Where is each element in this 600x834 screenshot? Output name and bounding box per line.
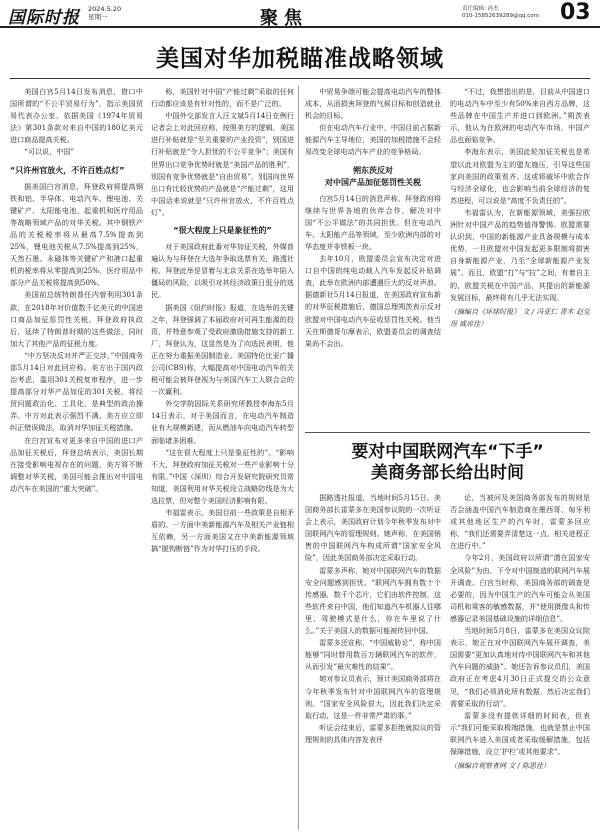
article-column-2	[151, 86, 294, 830]
paragraph: 外交学院国际关系研究所教授李海东5月14日表示，对于美国而言，在电动汽车制造业有大规模新建，而从燃油车向电动汽车转型面临诸多困难。	[151, 399, 294, 445]
subheading: 朔东茨反对 对中国产品加征惩罚性关税	[325, 165, 421, 187]
paragraph: 当地时间5月8日，雷蒙多在美国众议院表示，她正在对中国联网汽车展开调查，美国需要“更加认真地对待中国联网汽车和其他汽车问题的威胁”。她还告诉参议员们，美国政府正在考虑4月30日正式提交的公众意见，“我们必须消化所有数据，然后决定我们需要采取的行动”。	[450, 626, 590, 708]
second-title-line: 美商务部长给出时间	[371, 463, 524, 483]
editor-info	[462, 6, 554, 20]
headline-divider	[10, 78, 590, 79]
main-headline: 美国对华加税瞄准战略领域	[156, 46, 444, 72]
source-credit: （摘编自观察者网 文 / 陈思佳）	[450, 762, 551, 771]
paragraph: 论，当被问及美国商务部发布的规则是否会涵盖中国汽车制造商在墨西哥、匈牙利或其他地区生产的汽车时，雷蒙多回应称，“我们还需要弄清楚这一点，相关进程正在进行中。”	[450, 493, 590, 551]
issue-meta	[88, 5, 121, 21]
issue-date: 2024.5.20	[88, 5, 122, 13]
paragraph: 在白宫宣布对更多来自中国的进口产品加征关税后，拜登总统表示，美国长期在接受影响电视存在的问题，美方将不断调整对华关税，美国可能会推出对中国电动汽车在美国的“重大突破”。	[10, 435, 143, 493]
paragraph: 李海东表示，美国此轮加征关税也是希望以此对欧盟为主的盟友施压，引导这些国家向美国的政策看齐。这或将破坏中欧合作与经济全球化，也会影响当前全球经济的复苏进程，可以说是“高度不负责任的”。	[450, 147, 590, 205]
paragraph: “这在很大程度上只是象征性的”。“影响不大，拜登政府加征关税对一些产业影响十分有限。”中国（深圳）综合开发研究院研究员常知道，美国利用对华关税设立战略防线是为大选拉票，但对整个美国经济影响有限。	[151, 447, 294, 505]
newspaper-logo: 国际时报	[8, 8, 80, 28]
paragraph: 据美国《纽约时报》报道，在选举的关键之年，拜登强调了本届政府对可再生能源的投资，并特意参观了受政府激励措施支持的新工厂，拜登认为，这显然是为了向选民表明，他正在努力重振美国制造业。美国特伦比亚广播公司(CBS)称，大幅提高对中国电动汽车的关税可能会被拜登视为与美国汽车工人联合会的一次赢利。	[151, 302, 294, 397]
second-title-line: 要对中国联网汽车“下手”	[351, 442, 544, 462]
paragraph: 今年2月，美国政府以所谓“潜在国家安全风险”为由，下令对中国制造的联网汽车展开调查。白宫当时称，美国商务部的调查是必要的，因为中国生产的汽车可能会从美国司机和乘客的敏感数据，并“使用摄像头和传感器记录美国基础设施的详细信息”。	[450, 553, 590, 623]
section-title: 聚焦	[260, 8, 308, 29]
paragraph: “中方坚决反对并严正交涉，”中国商务部5月14日对此回应称。美方出于国内政治考虑，滥用301关税复审程序，进一步提高部分对华产品加征的301关税，将经贸问题政治化、工具化，是典型的政治操弄。中方对此表示强烈不满。美方应立即纠正错误做法，取消对华加征关税措施。	[10, 350, 143, 433]
paragraph: 美国白宫5月14日发布消息，借口中国所谓的“不公平贸易行为”，指示美国贸易代表办公室，依据美国《1974年贸易法》第301条款对来自中国的180亿美元进口商品提高关税。	[10, 87, 143, 145]
article-column-3	[305, 86, 441, 426]
second-article-column-2	[450, 492, 590, 830]
paragraph: 据路透社报道，当地时间5月15日，美国商务部长雷蒙多在美国参议院的一次听证会上表示，美国政府计划今年秋季发布对中国联网汽车的管理规则。她声称，在美国销售的中国联网汽车构成所谓“国家安全风险”，因此美国商务部决定采取行动。	[305, 493, 441, 563]
paragraph: 白宫5月14日的消息声称，拜登政府将继续与世界各地的伙伴合作，解决对中国“不公平做法”的共同担忧。但在电动汽车、太阳能产品等领域，至少欧洲内部的对华态度并非铁板一块。	[305, 193, 441, 251]
second-article-title	[305, 442, 590, 484]
paragraph: 但在电动汽车行业中，中国目前占据新能源汽车主导地位，美国的加税措施不会轻易改变全球电动汽车产业的竞争格局。	[305, 123, 441, 157]
column-divider	[298, 86, 299, 830]
paragraph: 据美国白宫消息，拜登政府将提高钢铁和铝、半导体、电动汽车、锂电池、关键矿产、太阳能电池、起重机和医疗用品等战略领域产品的对华关税。其中钢铁产品的关税税率将从最高7.5%提高到25%，锂电池关税从7.5%提高到25%，天然石墨、永磁体等关键矿产和港口起重机的税率将从零提高到25%，医疗用品中部分产品关税将提高到50%。	[10, 181, 143, 288]
paragraph: 中国外交部发言人汪文斌5月14日在例行记者会上对此回应称，按照美方的逻辑，美国进行补贴就是“至关重要的产业投资”，别国进行补贴就是“令人担忧的不公平竞争”；美国有世界出口竞争优势时就是“美国产品的胜利”，别国有竞争优势就是“自由贸易”，别国向世界出口有比较优势的产品就是“产能过剩”，这用中国话来说就是“只许州官放火，不许百姓点灯”。	[151, 111, 294, 217]
paragraph: 雷蒙多声称，她对中国联网汽车的数据安全问题感到担忧。“联网汽车拥有数十个传感器，数千个芯片，它们由软件控制，这些软件来自中国，他们知道汽车机器人往哪里、驾驶模式是什么，你在车里说了什么。”关于美国人的数据可能被传回中国。	[305, 565, 441, 636]
paragraph: “不过，我想指出的是，目前从中国进口的电动汽车中至少有50%来自西方品牌，这些品牌在中国生产并进口到欧洲。”朔茨表示，他认为在欧洲的电动汽车市场，中国产品也面临竞争。	[450, 87, 590, 145]
editor-email: 010-15852639289@qq.com	[462, 13, 539, 19]
paragraph: 雷蒙多没有提供详细的时间表，但表示“我们可能采取极端措施，也就是禁止中国联网汽车进入美国或者采取缓解措施，包括保障措施，设立‘护栏’或其他要求”。	[450, 710, 590, 756]
issue-weekday: 星期一	[88, 13, 108, 21]
paragraph: 韦福雷表示，美国目前一些政策是自相矛盾的。一方面中美新能源汽车及相关产业链相互依赖，另一方面美国又在中美新能源领域搞“脱钩断链”作为对华打压的手段。	[151, 508, 294, 554]
article-column-4	[450, 86, 590, 426]
editor-line: 责任编辑: 孙杰	[462, 6, 499, 12]
article-column-1	[10, 86, 143, 830]
source-credit: （摘编自《环球时报》 文 / 冯亚仁 青木 赵觉珵 戚席佳）	[450, 307, 590, 328]
paragraph: 雷蒙多还宣称，“中国威胁论”，称中国能够“同时替用数百万辆联网汽车的软件，从而引发”最灾难性的结果”。	[305, 638, 441, 672]
paragraph: 对于美国政府此番对华加征关税，外媒普遍认为与拜登在大选年争取选票有关，路透社称，拜登此举是冒着与北京关系在选举年陷入僵局的风险，以吸引对其经济政策日低分的选民。	[151, 242, 294, 300]
page-number: 03	[560, 0, 591, 25]
paragraph: 韦福雷认为，在新能源领域，美强拉欧洲针对中国产品的趋势值得警惕。欧盟需要认识到，中国的新能源产业具备规模与成本优势，一旦欧盟对中国发起更多限制将损害自身新能源产业，乃至“全球新能源产业发展”。而且，欧盟“打”与“拉”之间，有着自主的，欧盟关税在中国产品，其提出的新能源发展目标，最终将有几乎无法实现。	[450, 207, 590, 302]
subheading: “只许州官放火，不许百姓点灯”	[10, 165, 125, 175]
section-divider	[305, 432, 590, 433]
paragraph: “可以说，中国”	[24, 147, 75, 157]
masthead	[0, 0, 600, 28]
paragraph: 称，美国针对中国“产能过剩”采取的任何行动都应该是有针对性的，而不是广泛的。	[151, 87, 294, 109]
second-article-column-1	[305, 492, 441, 830]
paragraph: 听证会结束后，雷蒙多拒绝就拟议的管理规则的具体内容发表评	[305, 722, 441, 744]
paragraph: 去年10月，欧盟委员会宣布决定对进口自中国的纯电动载人汽车发起反补贴调查，此举在欧洲内部遭遇巨大的反对声浪。据德新社5月14日报道，在美国政府宣布新的对华征税措施后，德国总理朔茨表示反对欧盟对中国电动汽车征收惩罚性关税。他当天在斯德哥尔摩表示，欧盟委员会的调查结果尚不会出。	[305, 254, 441, 348]
paragraph: 美国前总统特朗普任内曾利用301条款，在2018年对价值数千亿美元的中国进口商品加征惩罚性关税。拜登政府执政后，延续了特朗普时期的这些做法，同时加大了其他产品的征税力度。	[10, 290, 143, 348]
subheading: “很大程度上只是象征性的”	[173, 226, 272, 236]
paragraph: 她对参议员表示，预计美国商务部将在今年秋季发布针对中国联网汽车的管理规则。“国家安全风险很大，因此我们决定采取行动，这是一件非常严肃的事。”	[305, 674, 441, 720]
paragraph: 中贸易争端可能会提高电动汽车的整体成本，从而损害拜登的气候目标和创造就业机会的目标。	[305, 87, 441, 121]
